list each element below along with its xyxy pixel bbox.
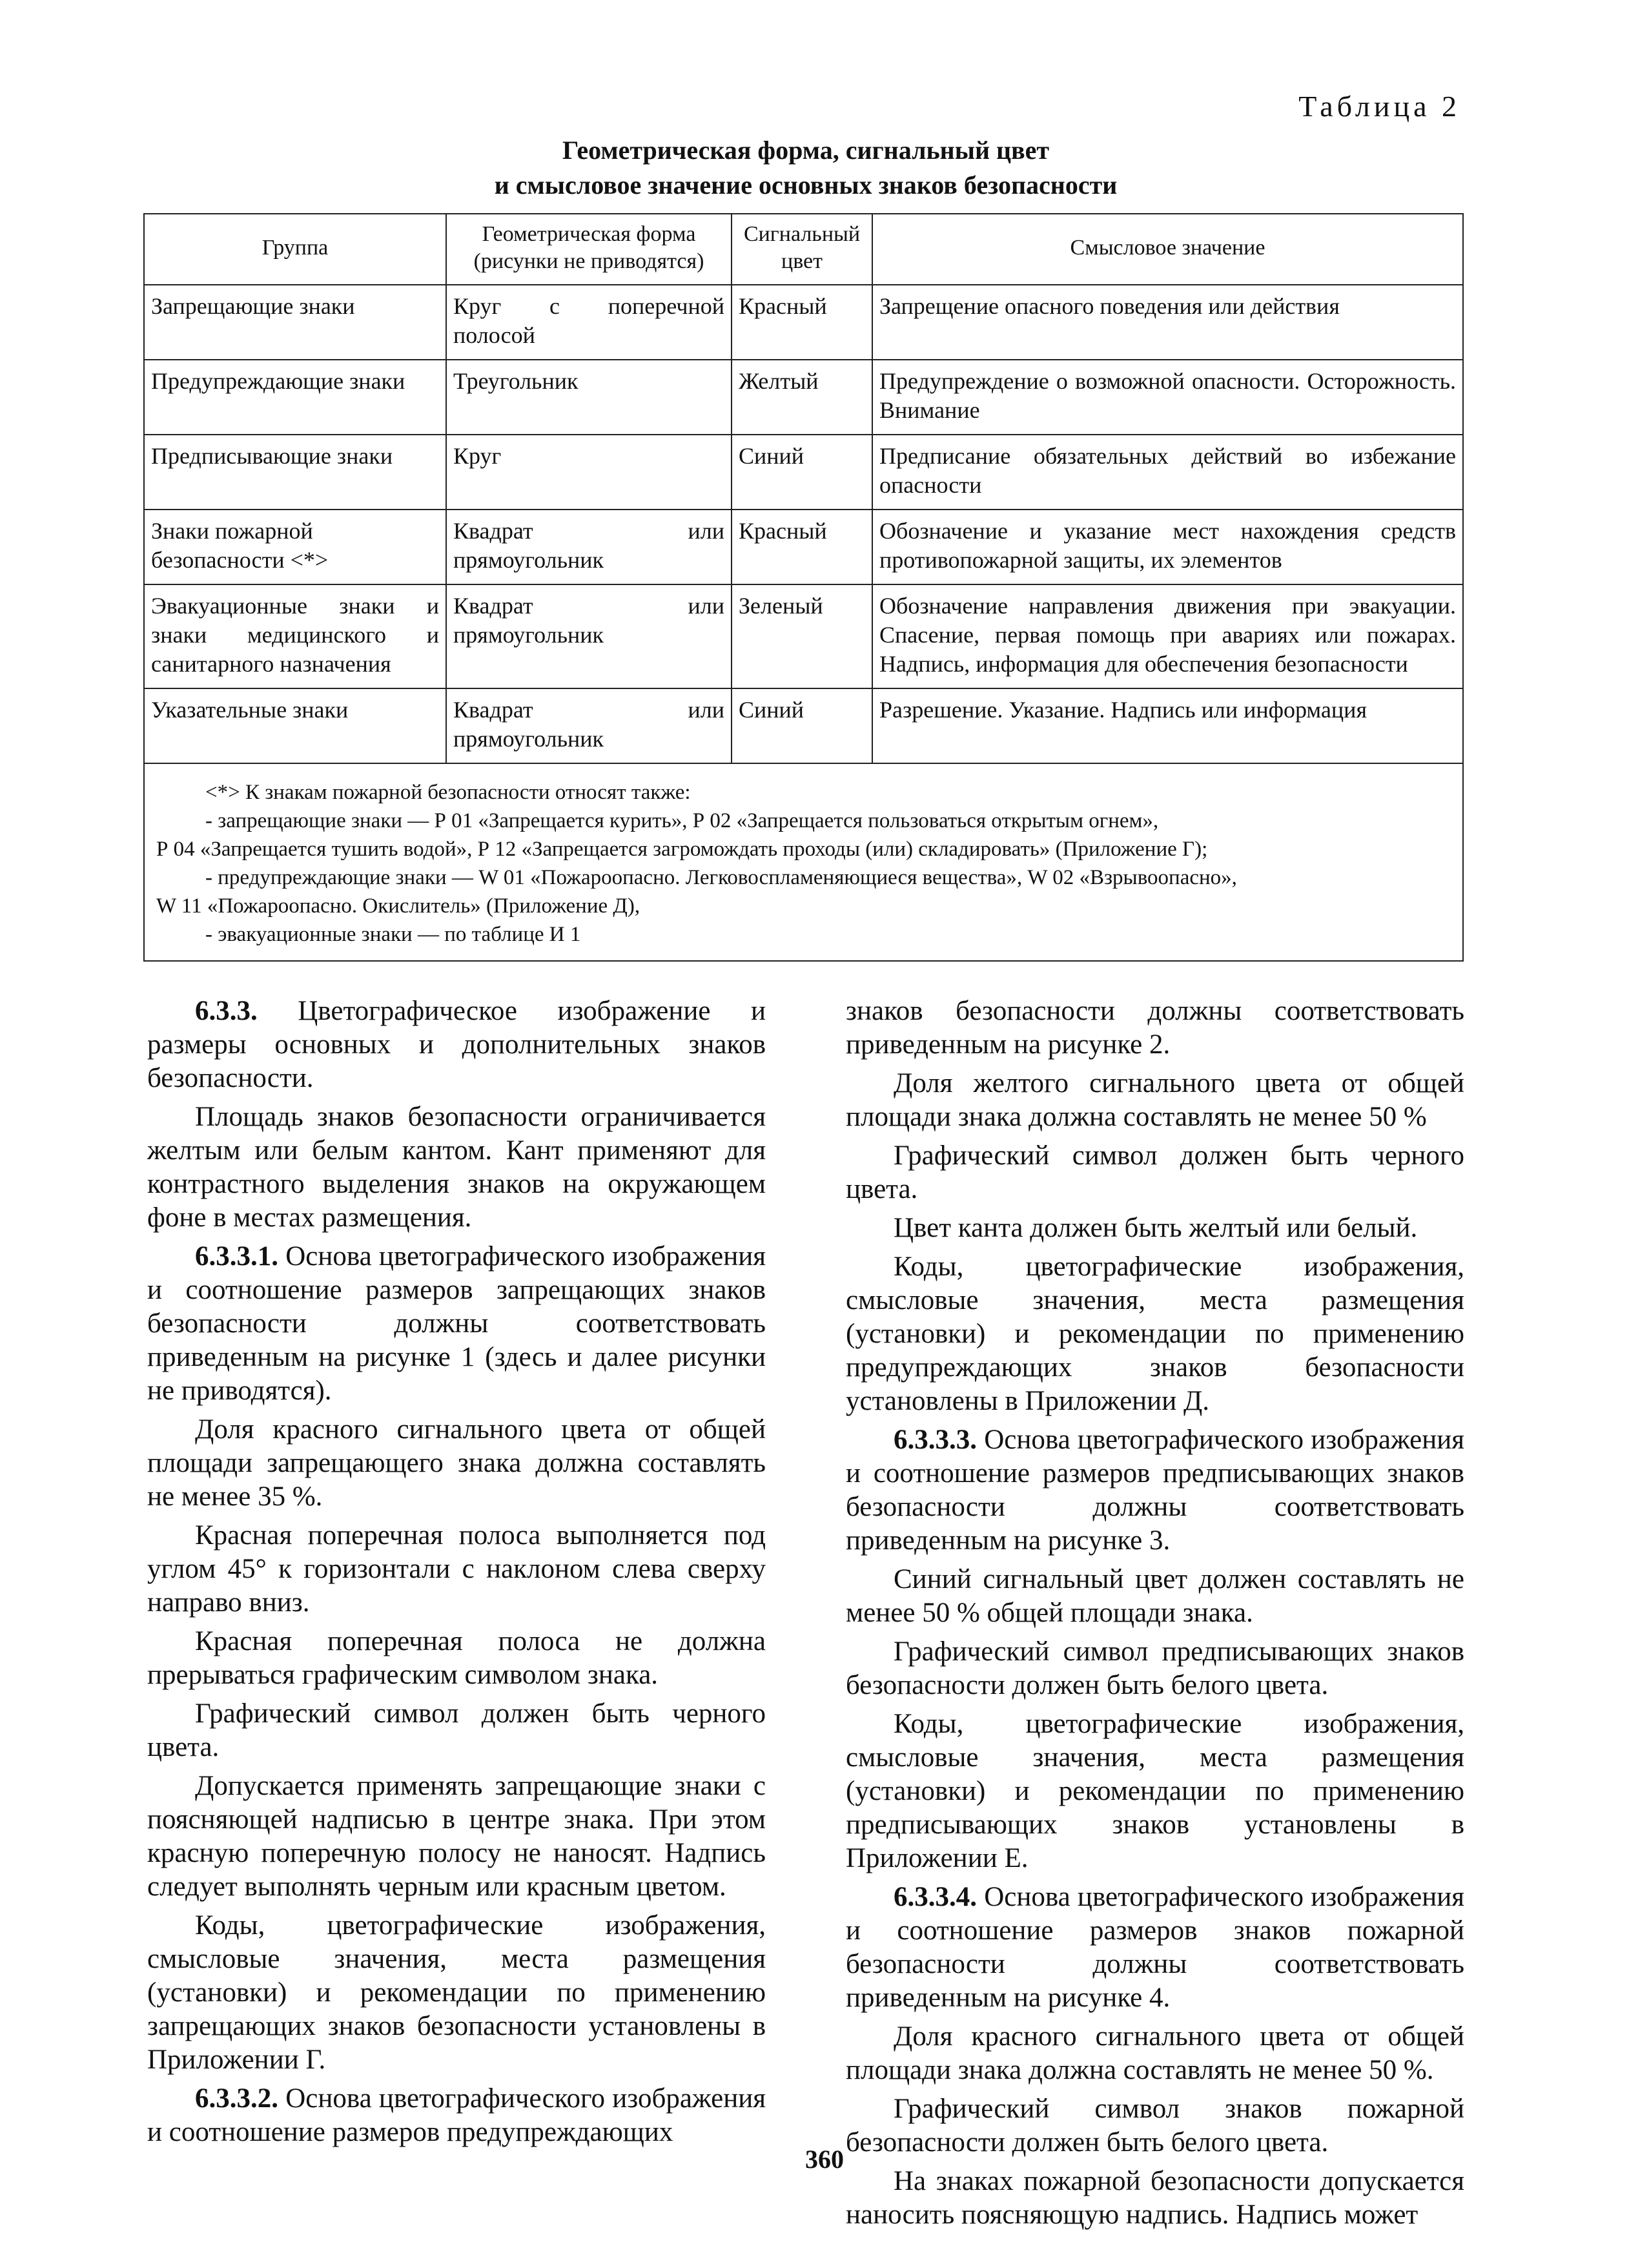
table-title	[147, 133, 1464, 203]
paragraph	[846, 1881, 1464, 2015]
cell-color: Синий	[732, 688, 872, 763]
cell-group: Запрещающие знаки	[144, 285, 446, 360]
paragraph	[147, 1240, 766, 1408]
table-header-row	[144, 214, 1463, 285]
footnote-line: Р 04 «Запрещается тушить водой», Р 12 «Запрещается загромождать проходы (или) складировать» (Приложение Г);	[156, 838, 1208, 861]
table-footnote-row	[144, 763, 1463, 961]
safety-signs-table	[143, 213, 1464, 962]
paragraph	[846, 1250, 1464, 1418]
paragraph	[147, 1697, 766, 1764]
table-row	[144, 435, 1463, 510]
footnote-line: - эвакуационные знаки — по таблице И 1	[205, 923, 581, 946]
paragraph-text: Цветографическое изображение и размеры основных и дополнительных знаков безопасности.	[147, 996, 766, 1093]
cell-shape: Круг с поперечной полосой	[446, 285, 732, 360]
table-title-line-1: Геометрическая форма, сигнальный цвет	[562, 136, 1050, 165]
paragraph	[846, 1707, 1464, 1875]
paragraph-text: Допускается применять запрещающие знаки с поясняющей надписью в центре знака. При этом красную поперечную полосу не наносят. Надпись следует выполнять черным или красным цветом.	[147, 1771, 766, 1902]
cell-meaning: Обозначение и указание мест нахождения средств противопожарной защиты, их элементов	[872, 510, 1463, 584]
paragraph-text: Красная поперечная полоса выполняется под углом 45° к горизонтали с наклоном слева сверху направо вниз.	[147, 1520, 766, 1618]
paragraph-text: Графический символ должен быть черного цвета.	[846, 1140, 1464, 1204]
paragraph-text: Графический символ знаков пожарной безопасности должен быть белого цвета.	[846, 2094, 1464, 2158]
paragraph-text: Коды, цветографические изображения, смысловые значения, места размещения (установки) и рекомендации по применению предписывающих знаков установлены в Приложении Е.	[846, 1709, 1464, 1873]
cell-group: Эвакуационные знаки и знаки медицинского и санитарного назначения	[144, 584, 446, 688]
paragraph	[147, 1100, 766, 1235]
cell-group: Знаки пожарной безопасности <*>	[144, 510, 446, 584]
table-row	[144, 285, 1463, 360]
paragraph-text: знаков безопасности должны соответствовать приведенным на рисунке 2.	[846, 996, 1464, 1060]
paragraph	[846, 2165, 1464, 2232]
paragraph	[846, 1635, 1464, 1702]
table-row	[144, 510, 1463, 584]
paragraph-text: Основа цветографического изображения и соотношение размеров запрещающих знаков безопасности должны соответствовать приведенным на рисунке 1 (здесь и далее рисунки не приводятся).	[147, 1241, 766, 1406]
cell-meaning: Предупреждение о возможной опасности. Осторожность. Внимание	[872, 360, 1463, 435]
clause-number: 6.3.3.2.	[195, 2083, 278, 2114]
cell-color: Красный	[732, 510, 872, 584]
cell-shape: Квадрат или прямоугольник	[446, 584, 732, 688]
cell-group: Предписывающие знаки	[144, 435, 446, 510]
cell-color: Желтый	[732, 360, 872, 435]
paragraph	[846, 1211, 1464, 1245]
table-caption: Таблица 2	[1298, 90, 1460, 123]
paragraph	[147, 1413, 766, 1514]
paragraph-text: Доля желтого сигнального цвета от общей площади знака должна составлять не менее 50 %	[846, 1068, 1464, 1132]
cell-shape: Квадрат или прямоугольник	[446, 688, 732, 763]
table-footnote	[144, 763, 1463, 961]
footnote-line: W 11 «Пожароопасно. Окислитель» (Приложение Д),	[156, 894, 640, 918]
page-number: 360	[805, 2145, 844, 2174]
paragraph	[846, 1563, 1464, 1630]
table-title-line-2: и смысловое значение основных знаков безопасности	[494, 170, 1118, 200]
cell-shape: Треугольник	[446, 360, 732, 435]
cell-shape: Квадрат или прямоугольник	[446, 510, 732, 584]
footnote-line: <*> К знакам пожарной безопасности относят также:	[205, 781, 691, 804]
footnote-line: - запрещающие знаки — Р 01 «Запрещается курить», Р 02 «Запрещается пользоваться открытым огнем»,	[205, 809, 1159, 832]
paragraph-text: Синий сигнальный цвет должен составлять не менее 50 % общей площади знака.	[846, 1564, 1464, 1628]
cell-group: Предупреждающие знаки	[144, 360, 446, 435]
paragraph-text: Основа цветографического изображения и соотношение размеров предупреждающих	[147, 2083, 766, 2147]
paragraph	[846, 2020, 1464, 2087]
paragraph	[147, 1519, 766, 1620]
paragraph-text: Цвет канта должен быть желтый или белый.	[894, 1213, 1418, 1243]
cell-shape: Круг	[446, 435, 732, 510]
paragraph-text: На знаках пожарной безопасности допускается наносить поясняющую надпись. Надпись может	[846, 2166, 1464, 2230]
header-shape: Геометрическая форма (рисунки не приводятся)	[446, 214, 732, 285]
paragraph-text: Коды, цветографические изображения, смысловые значения, места размещения (установки) и рекомендации по применению запрещающих знаков безопасности установлены в Приложении Г.	[147, 1910, 766, 2075]
paragraph-text: Доля красного сигнального цвета от общей площади знака должна составлять не менее 50 %.	[846, 2021, 1464, 2085]
paragraph-text: Основа цветографического изображения и соотношение размеров предписывающих знаков безопасности должны соответствовать приведенным на рисунке 3.	[846, 1425, 1465, 1556]
paragraph	[147, 1909, 766, 2077]
paragraph	[147, 1625, 766, 1692]
paragraph-text: Основа цветографического изображения и соотношение размеров знаков пожарной безопасности должны соответствовать приведенным на рисунке 4.	[846, 1882, 1465, 2013]
paragraph-text: Графический символ предписывающих знаков безопасности должен быть белого цвета.	[846, 1636, 1464, 1700]
cell-color: Зеленый	[732, 584, 872, 688]
cell-meaning: Запрещение опасного поведения или действия	[872, 285, 1463, 360]
clause-number: 6.3.3.3.	[894, 1425, 977, 1455]
paragraph-text: Графический символ должен быть черного цвета.	[147, 1698, 766, 1762]
paragraph-text: Площадь знаков безопасности ограничивается желтым или белым кантом. Кант применяют для контрастного выделения знаков на окружающем фоне в местах размещения.	[147, 1102, 766, 1233]
clause-number: 6.3.3.	[195, 996, 258, 1026]
table-row	[144, 584, 1463, 688]
cell-meaning: Предписание обязательных действий во избежание опасности	[872, 435, 1463, 510]
header-meaning: Смысловое значение	[872, 214, 1463, 285]
right-column	[846, 995, 1464, 2237]
cell-color: Красный	[732, 285, 872, 360]
paragraph-text: Коды, цветографические изображения, смысловые значения, места размещения (установки) и рекомендации по применению предупреждающих знаков безопасности установлены в Приложении Д.	[846, 1252, 1464, 1416]
paragraph	[846, 995, 1464, 1062]
cell-group: Указательные знаки	[144, 688, 446, 763]
cell-meaning: Разрешение. Указание. Надпись или информация	[872, 688, 1463, 763]
header-group: Группа	[144, 214, 446, 285]
clause-number: 6.3.3.4.	[894, 1882, 977, 1912]
body-text	[147, 995, 1464, 2237]
footnote-line: - предупреждающие знаки — W 01 «Пожароопасно. Легковоспламеняющиеся вещества», W 02 «Взрывоопасно»,	[205, 866, 1237, 889]
paragraph	[147, 1769, 766, 1904]
paragraph	[846, 1139, 1464, 1206]
paragraph	[846, 1423, 1464, 1558]
header-color: Сигнальный цвет	[732, 214, 872, 285]
cell-color: Синий	[732, 435, 872, 510]
clause-number: 6.3.3.1.	[195, 1241, 278, 1272]
paragraph	[147, 2082, 766, 2149]
paragraph-text: Доля красного сигнального цвета от общей площади запрещающего знака должна составлять не менее 35 %.	[147, 1414, 766, 1512]
cell-meaning: Обозначение направления движения при эвакуации. Спасение, первая помощь при авариях или пожарах. Надпись, информация для обеспечения безопасности	[872, 584, 1463, 688]
paragraph	[147, 995, 766, 1095]
table-row	[144, 360, 1463, 435]
left-column	[147, 995, 766, 2237]
paragraph	[846, 1067, 1464, 1134]
table-row	[144, 688, 1463, 763]
paragraph-text: Красная поперечная полоса не должна прерываться графическим символом знака.	[147, 1626, 766, 1690]
